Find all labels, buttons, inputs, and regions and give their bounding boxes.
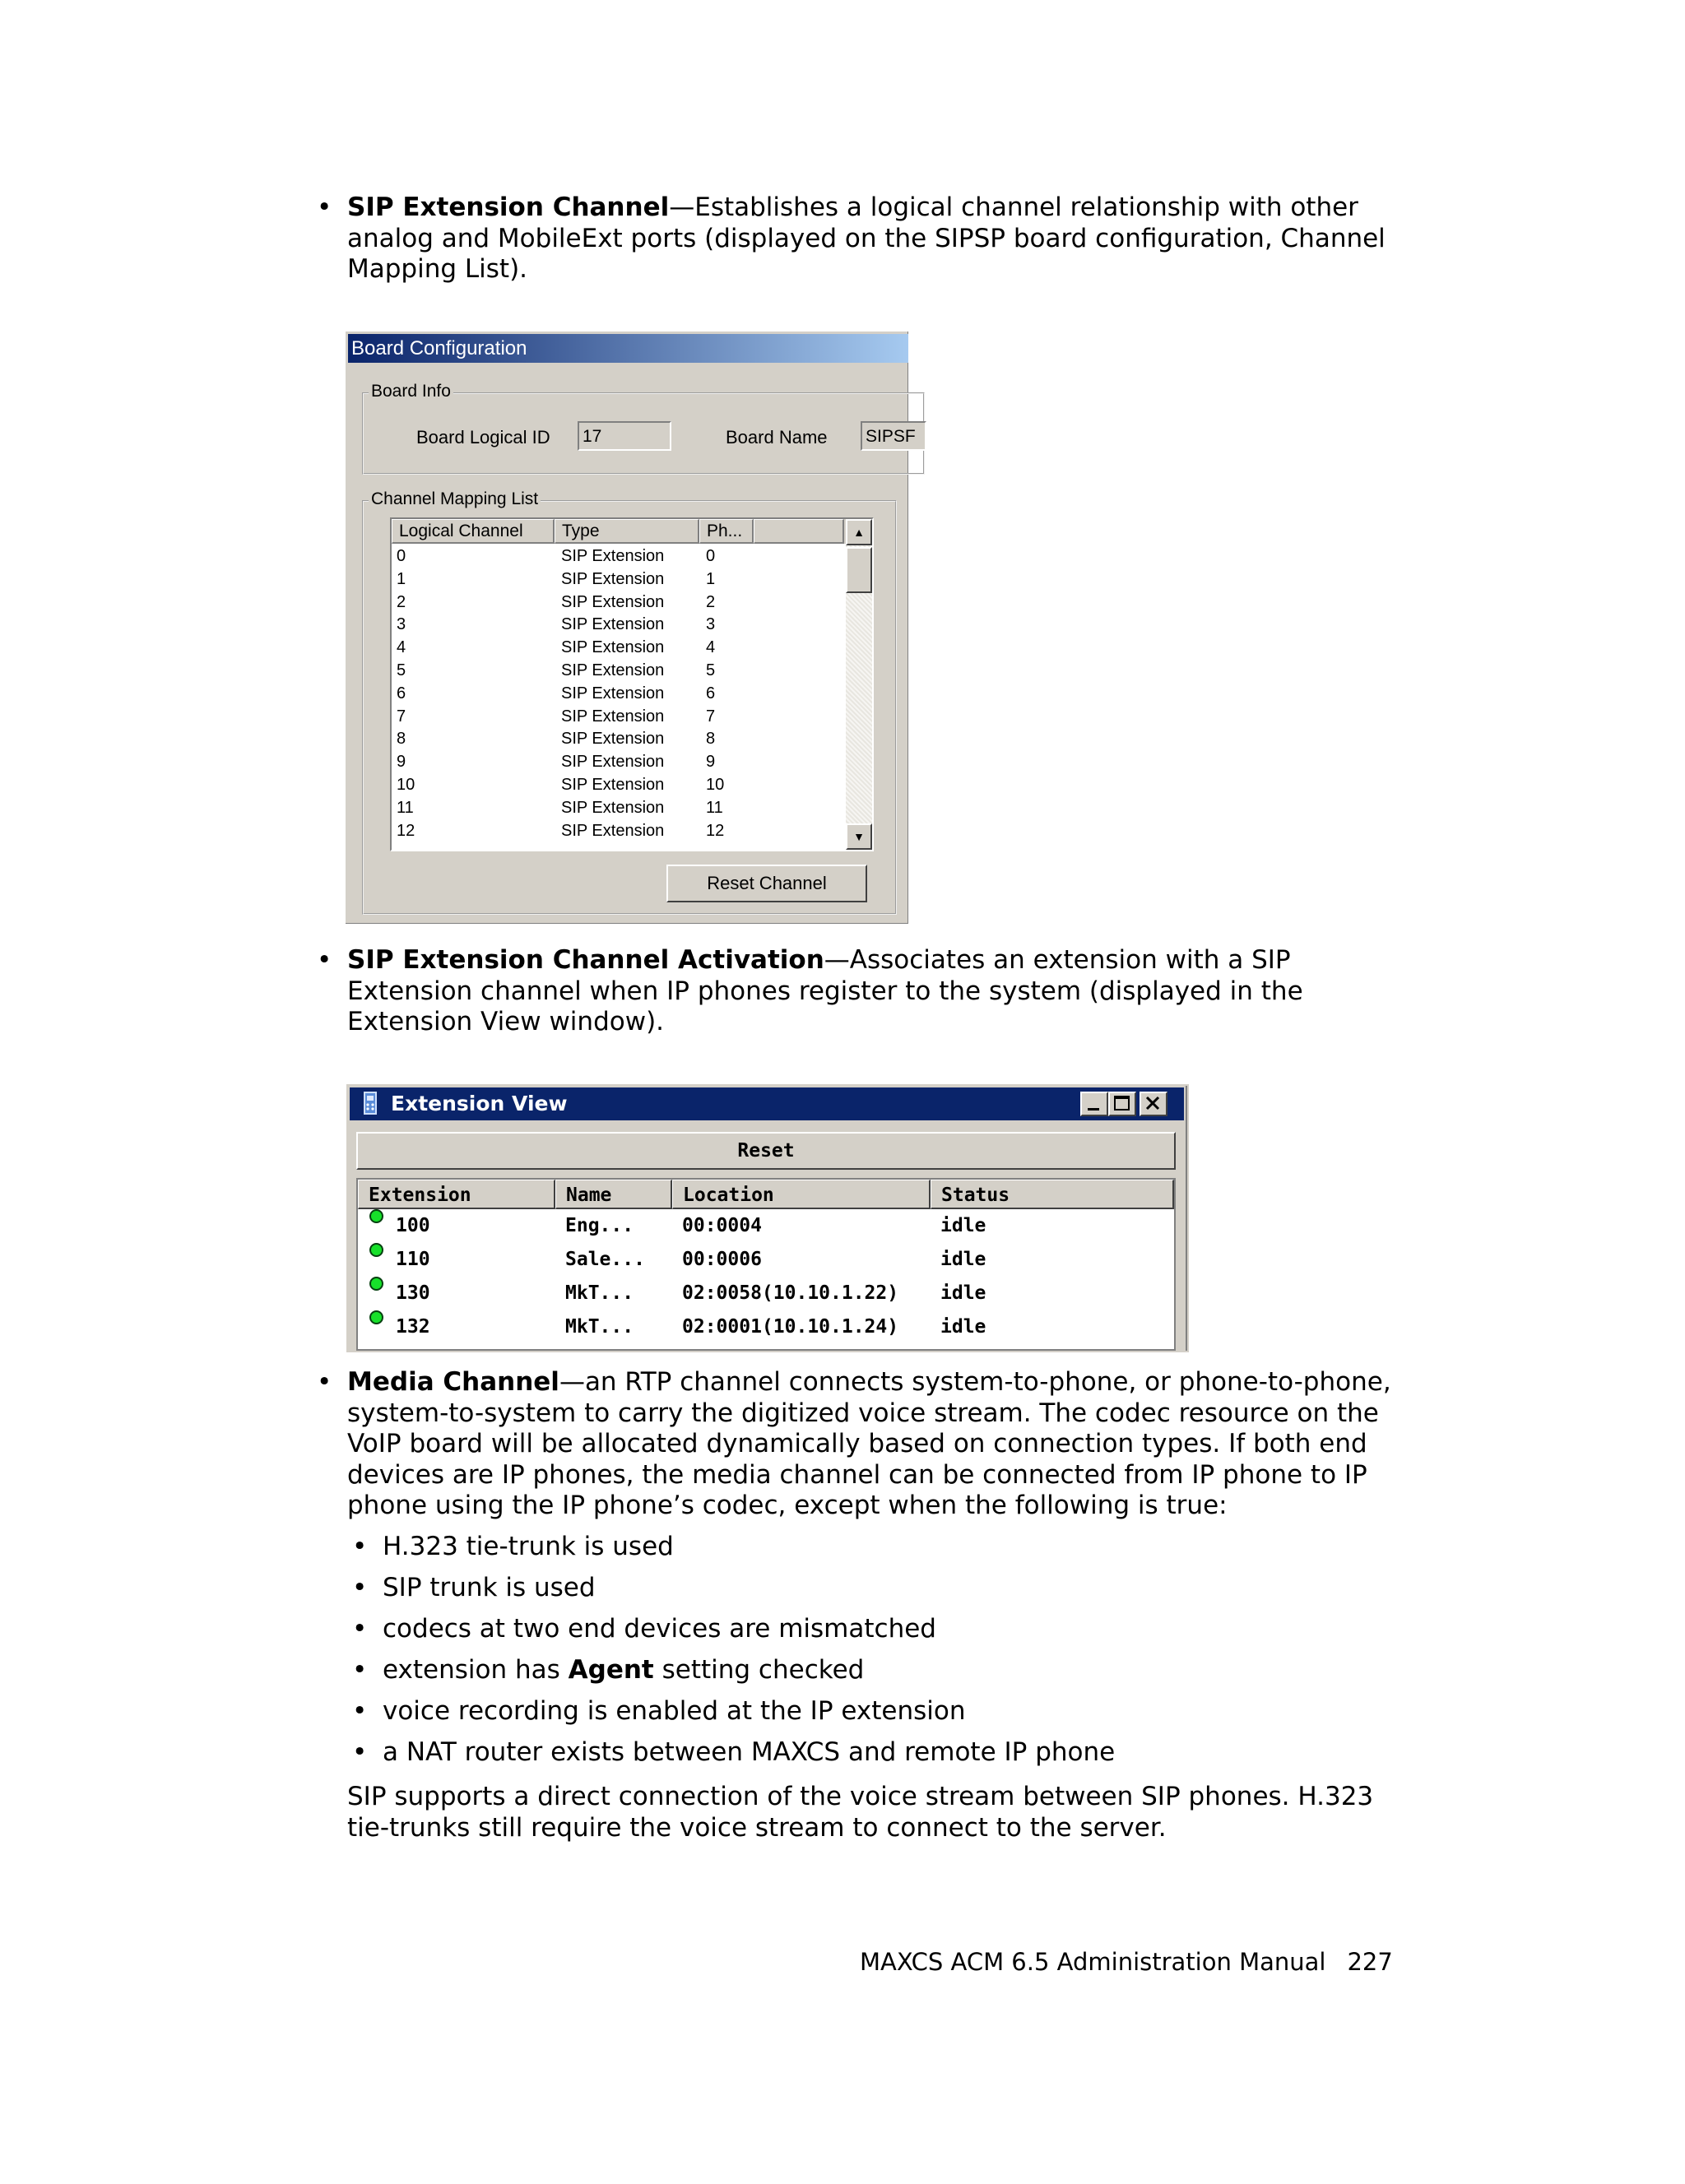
table-row[interactable] — [392, 591, 842, 614]
column-header-status[interactable]: Status — [931, 1180, 1174, 1209]
minimize-icon — [1082, 1093, 1107, 1115]
bullet-icon: • — [352, 1737, 368, 1767]
type-cell: SIP Extension — [561, 730, 665, 749]
reset-channel-button[interactable]: Reset Channel — [666, 865, 867, 902]
agent-setting-term: Agent — [568, 1655, 654, 1685]
reset-button[interactable]: Reset — [356, 1132, 1176, 1170]
column-header-phone[interactable]: Ph... — [699, 519, 754, 544]
phone-cell: 12 — [706, 821, 725, 840]
bullet-icon: • — [352, 1696, 368, 1726]
board-name-label: Board Name — [726, 427, 828, 447]
type-cell: SIP Extension — [561, 661, 665, 679]
list-item-text — [383, 1655, 864, 1686]
list-item — [352, 1737, 1405, 1778]
closing-paragraph: SIP supports a direct connection of the voice stream between SIP phones. H.323 tie-trunks still require the voice stream to connect to the server. — [347, 1782, 1374, 1843]
column-header-location[interactable]: Location — [672, 1180, 931, 1209]
phone-cell: 11 — [706, 798, 723, 817]
manual-title: MAXCS ACM 6.5 Administration Manual — [860, 1948, 1326, 1976]
list-item-text: H.323 tie-trunk is used — [383, 1532, 674, 1561]
scroll-down-arrow-icon[interactable]: ▼ — [846, 823, 872, 850]
board-logical-id-label: Board Logical ID — [416, 427, 550, 447]
extension-cell: 100 — [396, 1215, 430, 1236]
bullet-icon: • — [352, 1655, 368, 1685]
logical-channel-cell: 4 — [397, 638, 406, 657]
column-header-blank — [754, 519, 844, 544]
type-cell: SIP Extension — [561, 821, 665, 840]
type-cell: SIP Extension — [561, 615, 665, 634]
list-item-text: voice recording is enabled at the IP extension — [383, 1696, 966, 1726]
table-row[interactable] — [392, 728, 842, 751]
phone-cell: 5 — [706, 661, 716, 679]
table-row[interactable] — [358, 1310, 1174, 1344]
type-cell: SIP Extension — [561, 592, 665, 611]
table-row[interactable] — [392, 637, 842, 660]
logical-channel-cell: 1 — [397, 569, 406, 588]
bullet-icon: • — [317, 192, 332, 222]
phone-cell: 10 — [706, 775, 725, 794]
list-item — [352, 1614, 1405, 1655]
section-sip-extension-channel — [317, 192, 1411, 285]
logical-channel-cell: 3 — [397, 615, 406, 634]
bullet-icon: • — [317, 945, 332, 975]
table-row[interactable] — [392, 820, 842, 843]
table-row[interactable] — [392, 774, 842, 797]
list-item — [352, 1573, 1405, 1614]
type-cell: SIP Extension — [561, 638, 665, 657]
table-row[interactable] — [392, 660, 842, 683]
board-configuration-window — [345, 331, 916, 925]
maximize-icon — [1110, 1093, 1135, 1115]
list-item-text-start: extension has — [383, 1655, 569, 1685]
name-cell: Eng... — [565, 1215, 634, 1236]
phone-cell: 4 — [706, 638, 716, 657]
section-text — [347, 192, 1411, 285]
type-cell: SIP Extension — [561, 798, 665, 817]
list-item — [352, 1655, 1405, 1696]
table-row[interactable] — [358, 1243, 1174, 1277]
type-cell: SIP Extension — [561, 547, 665, 565]
list-header — [392, 519, 872, 544]
column-header-name[interactable]: Name — [555, 1180, 672, 1209]
exception-list — [352, 1532, 1405, 1778]
page-number: 227 — [1347, 1948, 1393, 1976]
logical-channel-cell: 7 — [397, 707, 406, 726]
status-cell: idle — [940, 1282, 986, 1304]
list-body — [392, 545, 842, 842]
online-status-icon — [369, 1243, 383, 1257]
logical-channel-cell: 11 — [397, 798, 414, 817]
list-item — [352, 1696, 1405, 1737]
extension-cell: 110 — [396, 1249, 430, 1270]
table-row[interactable] — [358, 1209, 1174, 1243]
phone-cell: 0 — [706, 547, 716, 565]
window-title: Extension View — [391, 1092, 568, 1115]
term-description: —an RTP channel connects system-to-phone, or phone-to-phone, system-to-system to carry the digitized voice stream. The codec resource on the VoIP board will be allocated dynamically based on connection types. If both end devices are IP phones, the media channel can be connected from IP phone to IP phone using the IP phone’s codec, except when the following is true: — [347, 1367, 1391, 1520]
column-header-extension[interactable]: Extension — [358, 1180, 555, 1209]
minimize-button[interactable] — [1080, 1092, 1108, 1116]
bullet-icon: • — [352, 1573, 368, 1602]
term-heading: Media Channel — [347, 1367, 559, 1397]
logical-channel-cell: 6 — [397, 684, 406, 702]
close-button[interactable] — [1140, 1092, 1167, 1116]
board-name-field[interactable]: SIPSF — [861, 421, 926, 451]
extension-view-window — [346, 1084, 1189, 1352]
status-cell: idle — [940, 1215, 986, 1236]
list-item-text: codecs at two end devices are mismatched — [383, 1614, 936, 1644]
phone-cell: 2 — [706, 592, 716, 611]
board-info-label: Board Info — [369, 383, 453, 401]
table-row[interactable] — [392, 751, 842, 774]
location-cell: 00:0004 — [682, 1215, 762, 1236]
table-row[interactable] — [392, 568, 842, 591]
phone-app-icon — [360, 1091, 383, 1117]
logical-channel-cell: 5 — [397, 661, 406, 679]
list-item-text: SIP trunk is used — [383, 1573, 596, 1602]
logical-channel-cell: 8 — [397, 730, 406, 749]
phone-cell: 9 — [706, 753, 716, 772]
logical-channel-cell: 0 — [397, 547, 406, 565]
table-row[interactable] — [392, 614, 842, 637]
extension-grid[interactable] — [356, 1178, 1176, 1351]
window-title-bar — [348, 334, 908, 363]
phone-cell: 6 — [706, 684, 716, 702]
list-item-text-end: setting checked — [653, 1655, 865, 1685]
phone-cell: 7 — [706, 707, 716, 726]
term-description: —Associates an extension with a SIP Extension channel when IP phones register to the system (displayed in the Extension View window). — [347, 945, 1303, 1036]
table-row[interactable] — [358, 1277, 1174, 1310]
logical-channel-cell: 10 — [397, 775, 415, 794]
term-heading: SIP Extension Channel Activation — [347, 945, 824, 975]
section-text — [347, 1367, 1411, 1522]
section-sip-extension-channel-activation — [317, 945, 1411, 1038]
phone-cell: 1 — [706, 569, 716, 588]
online-status-icon — [369, 1310, 383, 1324]
list-item-text: a NAT router exists between MAXCS and remote IP phone — [383, 1737, 1116, 1767]
term-heading: SIP Extension Channel — [347, 192, 670, 222]
extension-cell: 130 — [396, 1282, 430, 1304]
bullet-icon: • — [352, 1532, 368, 1561]
maximize-button[interactable] — [1108, 1092, 1136, 1116]
table-row[interactable] — [392, 545, 842, 568]
location-cell: 02:0058(10.10.1.22) — [682, 1282, 899, 1304]
table-row[interactable] — [392, 683, 842, 706]
online-status-icon — [369, 1209, 383, 1223]
name-cell: Sale... — [565, 1249, 645, 1270]
phone-cell: 3 — [706, 615, 716, 634]
logical-channel-cell: 2 — [397, 592, 406, 611]
scroll-thumb[interactable] — [846, 547, 872, 593]
type-cell: SIP Extension — [561, 753, 665, 772]
online-status-icon — [369, 1277, 383, 1291]
type-cell: SIP Extension — [561, 569, 665, 588]
location-cell: 00:0006 — [682, 1249, 762, 1270]
logical-channel-cell: 9 — [397, 753, 406, 772]
location-cell: 02:0001(10.10.1.24) — [682, 1316, 899, 1338]
term-description: —Establishes a logical channel relationship with other analog and MobileExt ports (displayed on the SIPSP board configuration, Channel Mapping List). — [347, 192, 1386, 284]
extension-cell: 132 — [396, 1316, 430, 1338]
name-cell: MkT... — [565, 1316, 634, 1338]
table-row[interactable] — [392, 706, 842, 729]
channel-mapping-list[interactable] — [390, 517, 874, 851]
name-cell: MkT... — [565, 1282, 634, 1304]
status-cell: idle — [940, 1249, 986, 1270]
status-cell: idle — [940, 1316, 986, 1338]
vertical-scrollbar[interactable] — [846, 519, 872, 850]
column-header-logical-channel[interactable]: Logical Channel — [392, 519, 555, 544]
phone-cell: 8 — [706, 730, 716, 749]
table-row[interactable] — [392, 797, 842, 820]
type-cell: SIP Extension — [561, 707, 665, 726]
channel-mapping-label: Channel Mapping List — [369, 490, 541, 508]
type-cell: SIP Extension — [561, 775, 665, 794]
window-title-bar — [350, 1087, 1184, 1120]
type-cell: SIP Extension — [561, 684, 665, 702]
window-title: Board Configuration — [351, 337, 527, 359]
section-text — [347, 945, 1411, 1038]
column-header-type[interactable]: Type — [555, 519, 699, 544]
board-logical-id-field[interactable]: 17 — [578, 421, 671, 451]
logical-channel-cell: 12 — [397, 821, 415, 840]
close-icon — [1141, 1093, 1166, 1115]
bullet-icon: • — [352, 1614, 368, 1644]
scroll-up-arrow-icon[interactable]: ▲ — [846, 519, 872, 545]
page-footer — [860, 1948, 1393, 1976]
bullet-icon: • — [317, 1367, 332, 1397]
list-item — [352, 1532, 1405, 1573]
section-media-channel — [317, 1367, 1411, 1522]
